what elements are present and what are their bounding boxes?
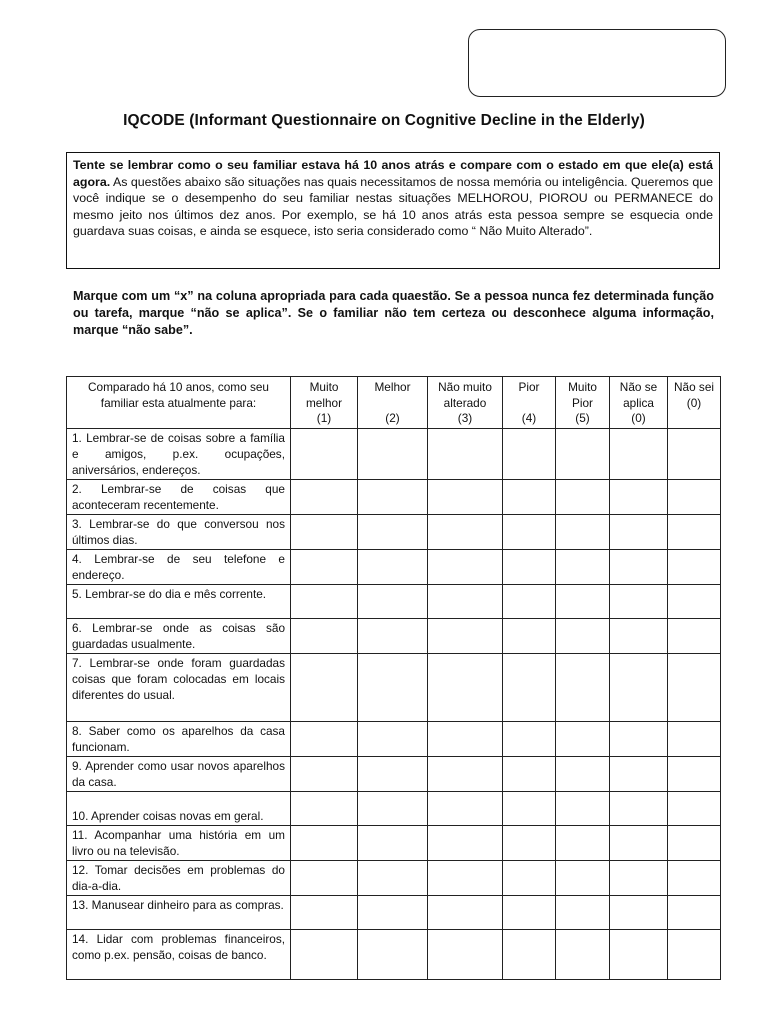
header-row xyxy=(67,377,721,429)
answer-cell[interactable] xyxy=(668,861,721,896)
answer-cell[interactable] xyxy=(610,480,668,515)
header-comparison: Comparado há 10 anos, como seu familiar esta atualmente para: xyxy=(67,377,291,429)
answer-cell[interactable] xyxy=(556,480,610,515)
answer-cell[interactable] xyxy=(291,429,358,480)
question-label: 14. Lidar com problemas financeiros, como p.ex. pensão, coisas de banco. xyxy=(67,930,291,980)
answer-cell[interactable] xyxy=(610,550,668,585)
answer-cell[interactable] xyxy=(556,429,610,480)
answer-cell[interactable] xyxy=(556,792,610,826)
answer-cell[interactable] xyxy=(291,861,358,896)
header-col-label: Melhor xyxy=(374,380,411,394)
question-label: 11. Acompanhar uma história em um livro ou na televisão. xyxy=(67,826,291,861)
answer-cell[interactable] xyxy=(556,826,610,861)
answer-cell[interactable] xyxy=(503,930,556,980)
answer-cell[interactable] xyxy=(668,896,721,930)
answer-cell[interactable] xyxy=(610,792,668,826)
answer-cell[interactable] xyxy=(503,792,556,826)
instructions-bold: Tente se lembrar como o seu familiar estava há 10 anos atrás e compare com o estado em que ele(a) está agora. xyxy=(73,158,713,189)
answer-cell[interactable] xyxy=(556,757,610,792)
answer-cell[interactable] xyxy=(428,792,503,826)
answer-cell[interactable] xyxy=(428,896,503,930)
table-row xyxy=(67,480,721,515)
answer-cell[interactable] xyxy=(556,722,610,757)
answer-cell[interactable] xyxy=(428,515,503,550)
answer-cell[interactable] xyxy=(358,585,428,619)
answer-cell[interactable] xyxy=(503,480,556,515)
answer-cell[interactable] xyxy=(668,757,721,792)
answer-cell[interactable] xyxy=(428,861,503,896)
answer-cell[interactable] xyxy=(503,515,556,550)
answer-cell[interactable] xyxy=(668,619,721,654)
answer-cell[interactable] xyxy=(291,619,358,654)
header-col-label: Não se aplica xyxy=(619,380,658,410)
answer-cell[interactable] xyxy=(610,757,668,792)
answer-cell[interactable] xyxy=(610,722,668,757)
answer-cell[interactable] xyxy=(503,722,556,757)
question-label: 4. Lembrar-se de seu telefone e endereço. xyxy=(67,550,291,585)
table-row xyxy=(67,930,721,980)
answer-cell[interactable] xyxy=(556,930,610,980)
answer-cell[interactable] xyxy=(358,930,428,980)
answer-cell[interactable] xyxy=(556,861,610,896)
answer-cell[interactable] xyxy=(358,480,428,515)
answer-cell[interactable] xyxy=(358,757,428,792)
header-col-code: (0) xyxy=(686,395,702,410)
header-col-label: Não muito alterado xyxy=(438,380,492,410)
table-row xyxy=(67,550,721,585)
header-col-1 xyxy=(358,377,428,429)
answer-cell[interactable] xyxy=(291,654,358,722)
answer-cell[interactable] xyxy=(428,654,503,722)
answer-cell[interactable] xyxy=(428,930,503,980)
question-label: 12. Tomar decisões em problemas do dia-a-dia. xyxy=(67,861,291,896)
answer-cell[interactable] xyxy=(668,826,721,861)
answer-cell[interactable] xyxy=(503,757,556,792)
answer-cell[interactable] xyxy=(291,515,358,550)
question-label: 8. Saber como os aparelhos da casa funcionam. xyxy=(67,722,291,757)
answer-cell[interactable] xyxy=(358,429,428,480)
answer-cell[interactable] xyxy=(610,585,668,619)
answer-cell[interactable] xyxy=(556,515,610,550)
answer-cell[interactable] xyxy=(668,654,721,722)
answer-cell[interactable] xyxy=(428,429,503,480)
answer-cell[interactable] xyxy=(610,515,668,550)
header-col-label: Pior xyxy=(518,380,540,394)
answer-cell[interactable] xyxy=(503,861,556,896)
answer-cell[interactable] xyxy=(610,429,668,480)
answer-cell[interactable] xyxy=(503,585,556,619)
answer-cell[interactable] xyxy=(291,757,358,792)
answer-cell[interactable] xyxy=(610,619,668,654)
answer-cell[interactable] xyxy=(503,619,556,654)
answer-cell[interactable] xyxy=(668,515,721,550)
answer-cell[interactable] xyxy=(668,722,721,757)
table-row xyxy=(67,585,721,619)
answer-cell[interactable] xyxy=(358,515,428,550)
answer-cell[interactable] xyxy=(291,585,358,619)
question-label: 13. Manusear dinheiro para as compras. xyxy=(67,896,291,930)
answer-cell[interactable] xyxy=(291,480,358,515)
header-col-3 xyxy=(503,377,556,429)
header-col-0 xyxy=(291,377,358,429)
answer-cell[interactable] xyxy=(358,654,428,722)
instructions-text: As questões abaixo são situações nas quais necessitamos de nossa memória ou inteligência. Queremos que você indique se o desempenho do seu familiar nestas situações MELHOROU, PIOROU ou PERMANECE do mesmo jeito nos últimos dez anos. Por exemplo, se há 10 anos atrás esta pessoa sempre se esquecia onde guardava suas coisas, e ainda se esquece, isto seria considerado como “ Não Muito Alterado”. xyxy=(73,174,713,239)
header-col-label: Muito melhor xyxy=(305,380,343,410)
answer-cell[interactable] xyxy=(428,480,503,515)
answer-cell[interactable] xyxy=(668,550,721,585)
answer-cell[interactable] xyxy=(358,619,428,654)
answer-cell[interactable] xyxy=(668,930,721,980)
answer-cell[interactable] xyxy=(503,429,556,480)
header-col-code: (5) xyxy=(575,411,590,425)
table-row xyxy=(67,429,721,480)
answer-cell[interactable] xyxy=(610,826,668,861)
table-row xyxy=(67,757,721,792)
answer-cell[interactable] xyxy=(291,550,358,585)
answer-cell[interactable] xyxy=(556,896,610,930)
answer-cell[interactable] xyxy=(668,480,721,515)
header-col-6 xyxy=(668,377,721,429)
answer-cell[interactable] xyxy=(428,722,503,757)
answer-cell[interactable] xyxy=(428,757,503,792)
header-col-2 xyxy=(428,377,503,429)
answer-cell[interactable] xyxy=(428,585,503,619)
table-row xyxy=(67,654,721,722)
answer-cell[interactable] xyxy=(291,826,358,861)
header-col-4 xyxy=(556,377,610,429)
instructions-box xyxy=(66,152,720,269)
answer-cell[interactable] xyxy=(610,654,668,722)
table-row xyxy=(67,722,721,757)
answer-cell[interactable] xyxy=(503,896,556,930)
question-label: 6. Lembrar-se onde as coisas são guardadas usualmente. xyxy=(67,619,291,654)
answer-cell[interactable] xyxy=(503,550,556,585)
header-col-5 xyxy=(610,377,668,429)
header-col-label: Muito Pior xyxy=(568,380,597,410)
header-col-code: (1) xyxy=(316,411,332,425)
answer-cell[interactable] xyxy=(668,429,721,480)
page-title: IQCODE (Informant Questionnaire on Cognitive Decline in the Elderly) xyxy=(123,112,645,129)
header-col-code: (4) xyxy=(521,411,537,425)
question-label: 3. Lembrar-se do que conversou nos últimos dias. xyxy=(67,515,291,550)
question-label: 2. Lembrar-se de coisas que aconteceram recentemente. xyxy=(67,480,291,515)
answer-cell[interactable] xyxy=(358,792,428,826)
answer-cell[interactable] xyxy=(358,896,428,930)
question-label: 10. Aprender coisas novas em geral. xyxy=(67,792,291,826)
answer-cell[interactable] xyxy=(556,654,610,722)
table-row xyxy=(67,896,721,930)
answer-cell[interactable] xyxy=(291,896,358,930)
question-label: 9. Aprender como usar novos aparelhos da casa. xyxy=(67,757,291,792)
answer-cell[interactable] xyxy=(610,930,668,980)
table-row xyxy=(67,619,721,654)
answer-cell[interactable] xyxy=(291,792,358,826)
header-col-code: (2) xyxy=(385,411,400,425)
answer-cell[interactable] xyxy=(358,861,428,896)
questionnaire-table xyxy=(66,376,721,980)
id-box xyxy=(468,29,726,97)
answer-cell[interactable] xyxy=(610,861,668,896)
mark-instruction: Marque com um “x” na coluna apropriada para cada quaestão. Se a pessoa nunca fez determinada função ou tarefa, marque “não se aplica”. Se o familiar não tem certeza ou desconhece alguma informação, marque “não sabe”. xyxy=(73,289,714,337)
table-row xyxy=(67,792,721,826)
answer-cell[interactable] xyxy=(428,550,503,585)
answer-cell[interactable] xyxy=(358,722,428,757)
answer-cell[interactable] xyxy=(668,585,721,619)
question-label: 5. Lembrar-se do dia e mês corrente. xyxy=(67,585,291,619)
answer-cell[interactable] xyxy=(556,585,610,619)
table-row xyxy=(67,515,721,550)
answer-cell[interactable] xyxy=(358,550,428,585)
answer-cell[interactable] xyxy=(503,826,556,861)
answer-cell[interactable] xyxy=(556,550,610,585)
table-row xyxy=(67,861,721,896)
question-label: 1. Lembrar-se de coisas sobre a família e amigos, p.ex. ocupações, aniversários, endereços. xyxy=(67,429,291,480)
answer-cell[interactable] xyxy=(428,619,503,654)
header-col-code: (0) xyxy=(631,411,646,425)
answer-cell[interactable] xyxy=(503,654,556,722)
answer-cell[interactable] xyxy=(556,619,610,654)
header-col-label: Não sei xyxy=(674,380,714,394)
table-row xyxy=(67,826,721,861)
answer-cell[interactable] xyxy=(428,826,503,861)
answer-cell[interactable] xyxy=(291,722,358,757)
answer-cell[interactable] xyxy=(610,896,668,930)
question-label: 7. Lembrar-se onde foram guardadas coisas que foram colocadas em locais diferentes do usual. xyxy=(67,654,291,722)
answer-cell[interactable] xyxy=(291,930,358,980)
answer-cell[interactable] xyxy=(668,792,721,826)
header-col-code: (3) xyxy=(457,411,473,425)
answer-cell[interactable] xyxy=(358,826,428,861)
